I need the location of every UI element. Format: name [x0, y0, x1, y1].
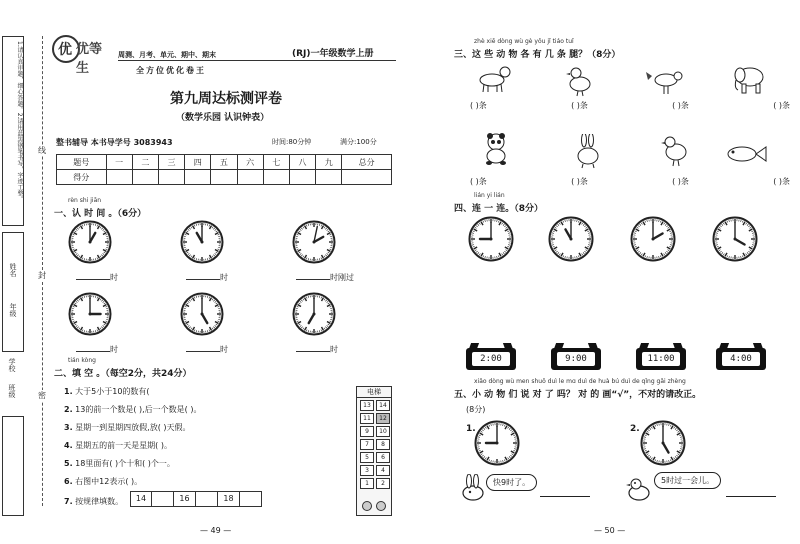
pattern-box: 18 — [218, 491, 240, 507]
score-cell: 八 — [289, 155, 315, 170]
elevator-grid — [357, 398, 391, 491]
sec5-title: 五、小 动 物 们 说 对 了 吗？ 对 的 画“√”，不对的请改正。 — [454, 390, 702, 400]
elevator-button: 13 — [360, 400, 374, 411]
digital-time: 9:00 — [557, 352, 595, 366]
notice-box — [2, 36, 24, 226]
unit-label: 时 — [110, 345, 118, 354]
clock-answer-4 — [76, 344, 118, 355]
leg-answer[interactable]: ( )条 — [773, 177, 790, 186]
pattern-boxes — [130, 491, 262, 507]
duck-icon — [560, 64, 606, 102]
score-cell: 四 — [185, 155, 211, 170]
fill-item-4 — [64, 440, 172, 451]
item-num: 5. — [64, 459, 73, 468]
score-cell: 三 — [158, 155, 184, 170]
clock-answer-2 — [186, 272, 228, 283]
unit-label: 时 — [220, 273, 228, 282]
header-tagline: 周测、月考、单元、期中、期末 — [118, 51, 216, 59]
clock-icon — [292, 292, 336, 338]
item-num: 6. — [64, 477, 73, 486]
elevator-button: 2 — [376, 478, 390, 489]
pattern-box[interactable] — [196, 491, 218, 507]
score-cell: 一 — [106, 155, 132, 170]
score-input[interactable] — [289, 170, 315, 185]
name-label: 姓名 — [9, 263, 17, 277]
sec3-pinyin: zhè xiē dòng wù gè yǒu jǐ tiáo tuǐ — [474, 38, 574, 45]
score-cell: 九 — [316, 155, 342, 170]
elevator-button: 11 — [360, 413, 374, 424]
elevator-button: 5 — [360, 452, 374, 463]
brand-logo — [52, 32, 110, 76]
fill-item-3 — [64, 422, 190, 433]
fish-icon — [722, 138, 768, 176]
pattern-box: 16 — [174, 491, 196, 507]
item-num: 4. — [64, 441, 73, 450]
sec3-title: 三、这 些 动 物 各 有 几 条 腿？（8分） — [454, 50, 621, 60]
unit-label: 时刚过 — [330, 273, 354, 282]
q2-speech-bubble — [654, 472, 721, 489]
q2-num: 2. — [630, 424, 640, 434]
score-cell: 二 — [132, 155, 158, 170]
sec2-pinyin: tián kòng — [68, 357, 96, 364]
elevator-button: 8 — [376, 439, 390, 450]
leg-answer[interactable]: ( )条 — [571, 177, 588, 186]
score-input[interactable] — [316, 170, 342, 185]
brand-box-side — [2, 416, 24, 516]
item-text: 按规律填数。 — [75, 497, 124, 506]
unit-label: 时 — [110, 273, 118, 282]
leg-answer[interactable]: ( )条 — [571, 101, 588, 110]
score-input[interactable] — [211, 170, 237, 185]
item-text: 大于5小于10的数有( — [75, 387, 150, 396]
clock-icon — [68, 292, 112, 338]
elevator-button: 10 — [376, 426, 390, 437]
sidebar — [2, 36, 26, 516]
digital-time: 4:00 — [722, 352, 760, 366]
score-input[interactable] — [158, 170, 184, 185]
page-title: 第九周达标测评卷 — [170, 91, 282, 107]
score-input[interactable] — [185, 170, 211, 185]
school-label: 学校 — [8, 358, 16, 372]
item-num: 3. — [64, 423, 73, 432]
clock-answer-6 — [296, 344, 338, 355]
page-number-left: — 49 — — [200, 526, 232, 535]
leg-answer[interactable]: ( )条 — [773, 101, 790, 110]
fill-item-7 — [64, 496, 123, 507]
brand-name: 优等生 — [76, 42, 103, 76]
clock-answer-3 — [296, 272, 354, 283]
info-box — [2, 232, 24, 352]
digital-clock-3[interactable] — [636, 348, 686, 370]
digital-time: 2:00 — [472, 352, 510, 366]
elevator-button: 9 — [360, 426, 374, 437]
elevator-button: 1 — [360, 478, 374, 489]
q1-speech: 快9时了。 — [493, 478, 531, 487]
chick-icon — [624, 474, 654, 502]
leg-answer[interactable]: ( )条 — [672, 177, 689, 186]
answer-blank[interactable] — [186, 351, 220, 352]
elevator-button: 14 — [376, 400, 390, 411]
item-text: 星期一到星期四放假,放( )天假。 — [75, 423, 191, 432]
clock-answer-5 — [186, 344, 228, 355]
animal-answers-row1 — [470, 100, 790, 111]
item-num: 2. — [64, 405, 73, 414]
fill-item-2 — [64, 404, 201, 415]
elevator-close-icon — [376, 501, 386, 511]
fill-item-6 — [64, 476, 142, 487]
answer-blank[interactable] — [186, 279, 220, 280]
elevator-button: 7 — [360, 439, 374, 450]
digital-clock-4[interactable] — [716, 348, 766, 370]
elevator-button: 4 — [376, 465, 390, 476]
rabbit-icon — [568, 134, 614, 172]
sec5-score: (8分) — [466, 405, 486, 414]
dog-icon — [472, 62, 518, 100]
elevator-button: 3 — [360, 465, 374, 476]
class-label: 班级 — [8, 384, 16, 398]
leg-answer[interactable]: ( )条 — [672, 101, 689, 110]
elevator-title: 电梯 — [357, 387, 391, 398]
sec4-title: 四、连 一 连。（8分） — [454, 204, 544, 214]
item-text: 星期五的前一天是星期( )。 — [75, 441, 172, 450]
fill-item-5 — [64, 458, 175, 469]
notice-text: 1.请认真审题，细心答题。2.请用蓝黑钢笔书写，字迹工整。 — [16, 41, 23, 203]
q1-answer-line[interactable] — [540, 496, 590, 497]
grade-label: 年级 — [9, 303, 17, 317]
score-cell: 题号 — [57, 155, 107, 170]
item-text: 13的前一个数是( ),后一个数是( )。 — [75, 405, 202, 414]
sec4-pinyin: lián yi lián — [474, 192, 505, 199]
item-text: 右图中12表示( )。 — [75, 477, 143, 486]
clock-icon[interactable] — [630, 216, 676, 264]
score-cell: 五 — [211, 155, 237, 170]
digital-clock-2[interactable] — [551, 348, 601, 370]
item-text: 18里面有( )个十和( )个一。 — [75, 459, 175, 468]
score-table-header — [57, 155, 392, 170]
clock-icon[interactable] — [548, 216, 594, 264]
fill-item-1 — [64, 386, 150, 397]
sec5-pinyin: xiǎo dòng wù men shuō duì le mɑ duì de huà bú duì de qǐng gǎi zhèng — [474, 378, 686, 385]
elevator-button: 6 — [376, 452, 390, 463]
time-label: 时间:80分钟 — [272, 138, 312, 146]
clock-icon — [474, 420, 520, 468]
cut-mark-3: 密 — [38, 391, 46, 400]
score-table-row — [57, 170, 392, 185]
animal-answers-row2 — [470, 176, 790, 187]
clock-icon — [180, 220, 224, 266]
chicken-icon — [656, 134, 702, 172]
bird-icon — [646, 64, 692, 102]
elevator-open-icon — [362, 501, 372, 511]
elevator-panel — [356, 386, 392, 516]
header-series: (RJ)一年级数学上册 — [292, 49, 374, 59]
answer-blank[interactable] — [296, 279, 330, 280]
school-box — [2, 356, 24, 406]
q2-speech: 5时过一会儿。 — [661, 476, 715, 485]
clock-icon — [68, 220, 112, 266]
score-input[interactable] — [342, 170, 392, 185]
item-num: 7. — [64, 497, 73, 506]
score-cell: 六 — [237, 155, 263, 170]
score-row-label: 得分 — [57, 170, 107, 185]
digital-clock-1[interactable] — [466, 348, 516, 370]
score-table — [56, 154, 392, 185]
clock-icon[interactable] — [468, 216, 514, 264]
leg-answer[interactable]: ( )条 — [470, 101, 487, 110]
cut-mark-2: 封 — [38, 271, 46, 280]
panda-icon — [476, 132, 522, 170]
q1-num: 1. — [466, 424, 476, 434]
clock-icon[interactable] — [712, 216, 758, 264]
sec1-pinyin: rèn shi jiān — [68, 197, 102, 204]
q1-speech-bubble — [486, 474, 537, 491]
score-cell: 总分 — [342, 155, 392, 170]
elephant-icon — [728, 62, 774, 100]
header-rule — [118, 60, 396, 61]
clock-icon — [640, 420, 686, 468]
cut-mark-1: 线 — [38, 146, 46, 155]
score-input[interactable] — [106, 170, 132, 185]
score-input[interactable] — [132, 170, 158, 185]
pattern-box[interactable] — [152, 491, 174, 507]
page-number-right: — 50 — — [594, 526, 626, 535]
sec2-title: 二、填 空 。（每空2分，共24分） — [54, 369, 192, 379]
answer-blank[interactable] — [76, 351, 110, 352]
answer-blank[interactable] — [76, 279, 110, 280]
score-input[interactable] — [263, 170, 289, 185]
unit-label: 时 — [220, 345, 228, 354]
leg-answer[interactable]: ( )条 — [470, 177, 487, 186]
elevator-button: 12 — [376, 413, 390, 424]
score-input[interactable] — [237, 170, 263, 185]
unit-label: 时 — [330, 345, 338, 354]
full-score-label: 满分:100分 — [340, 138, 377, 146]
svg-text:优: 优 — [58, 42, 72, 58]
page-subtitle: （数学乐园 认识钟表） — [176, 113, 270, 123]
pattern-box[interactable] — [240, 491, 262, 507]
digital-time: 11:00 — [642, 352, 680, 366]
item-num: 1. — [64, 387, 73, 396]
guide-line: 整书辅导 本书导学号 3083943 — [56, 138, 173, 147]
answer-blank[interactable] — [296, 351, 330, 352]
q2-answer-line[interactable] — [726, 496, 776, 497]
score-cell: 七 — [263, 155, 289, 170]
pattern-box: 14 — [130, 491, 152, 507]
clock-icon — [180, 292, 224, 338]
rabbit-icon — [458, 474, 488, 502]
header-slogan: 全方位优化卷王 — [136, 66, 206, 75]
clock-icon — [292, 220, 336, 266]
clock-answer-1 — [76, 272, 118, 283]
sec1-title: 一、认 时 间 。（6分） — [54, 209, 147, 219]
